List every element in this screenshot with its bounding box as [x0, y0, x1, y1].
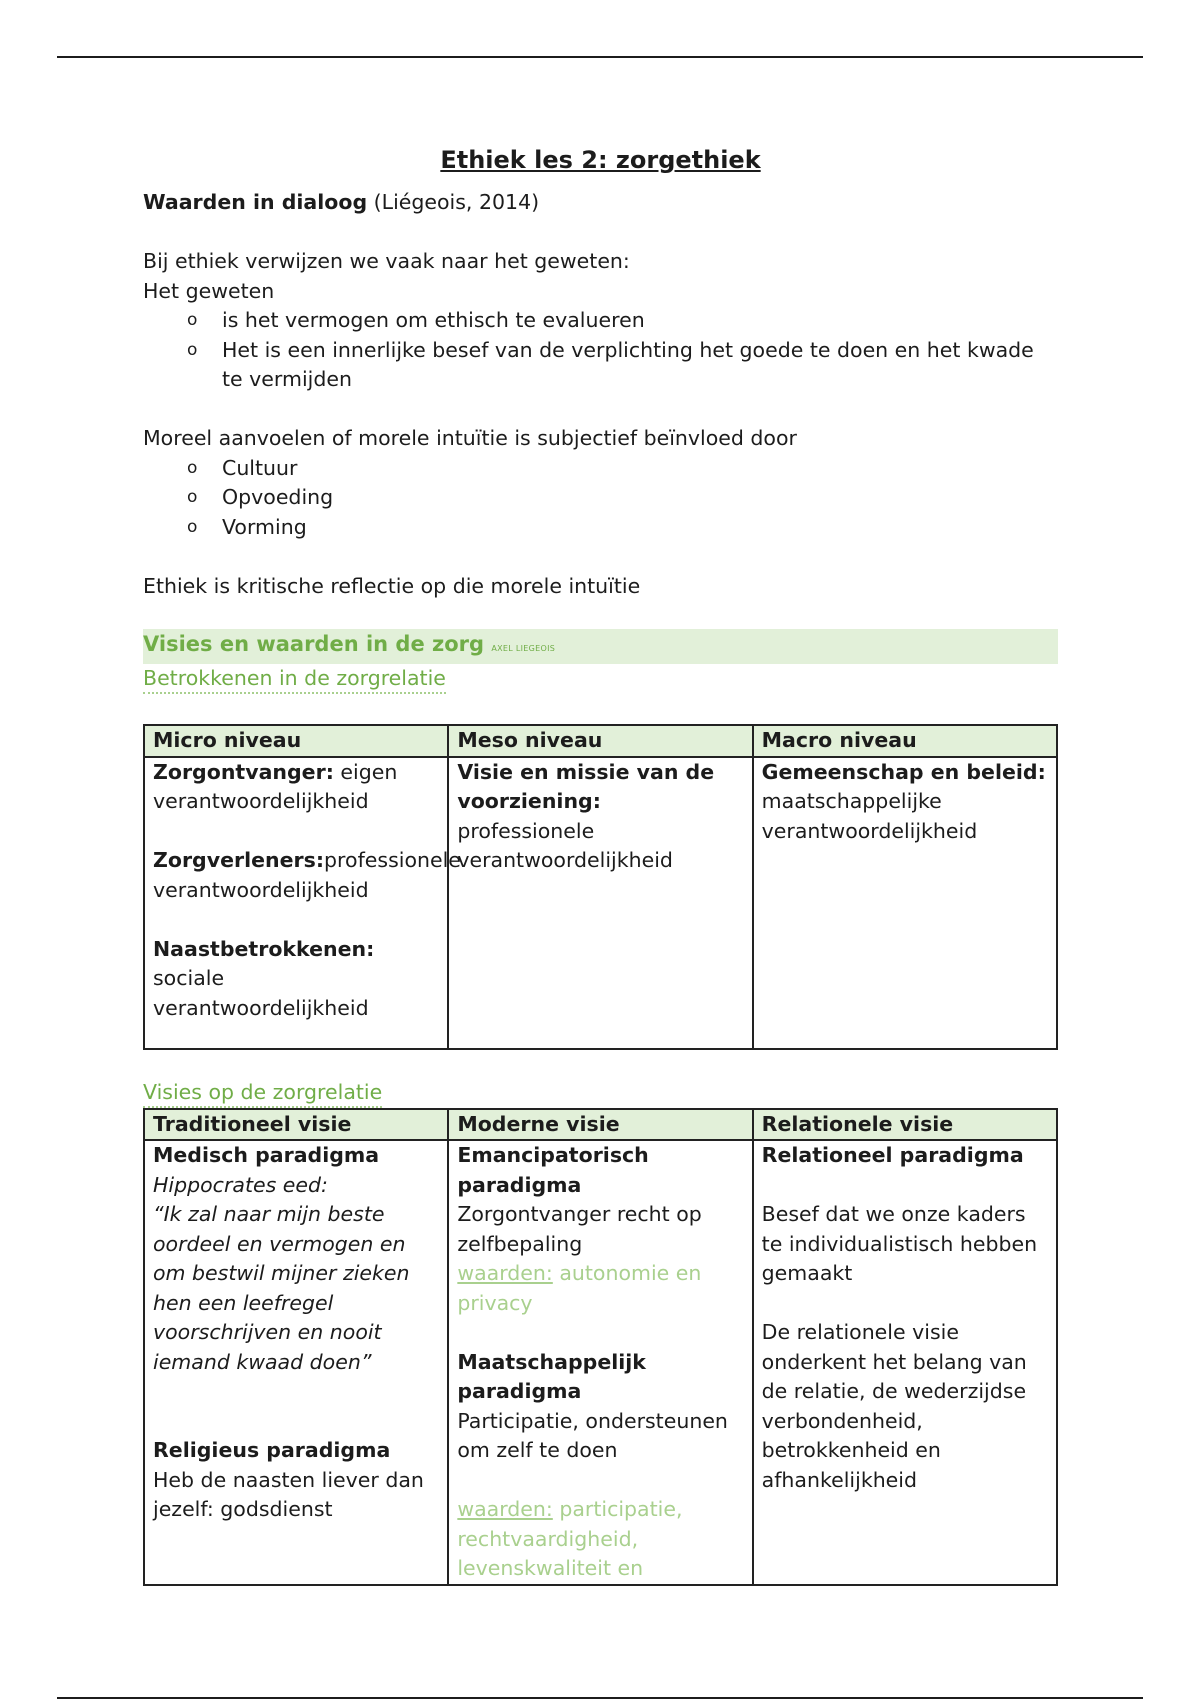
intro-bold: Waarden in dialoog [143, 190, 368, 214]
section-heading-author: AXEL LIEGEOIS [491, 644, 556, 653]
table-header: Micro niveau [144, 725, 448, 757]
cell-bold: Maatschappelijk paradigma [457, 1349, 646, 1403]
cell-bold: Gemeenschap en beleid: [761, 759, 1046, 784]
list-item: o Het is een innerlijke besef van de verplichting het goede te doen en het kwade te vermijden [177, 336, 1058, 395]
table-cell-modern [448, 1140, 752, 1585]
visions-table [143, 1108, 1058, 1586]
table-cell-micro [144, 757, 461, 1049]
cell-text: Participatie, ondersteunen om zelf te doen [457, 1408, 728, 1462]
values-text: autonomie en privacy [457, 1261, 702, 1315]
hippocrates-quote: “Ik zal naar mijn beste oordeel en vermogen en om bestwil mijner zieken hen een leefregel voorschrijven en nooit iemand kwaad doen” [153, 1202, 410, 1374]
cell-text: Heb de naasten liever dan jezelf: godsdienst [153, 1467, 424, 1521]
section-heading [143, 629, 1058, 664]
bottom-rule [57, 1697, 1143, 1699]
list-item: o Cultuur [177, 454, 1058, 484]
table-row [144, 1140, 1057, 1585]
table-header-row [144, 725, 1057, 757]
list-item: o Opvoeding [177, 483, 1058, 513]
cell-bold: Religieus paradigma [153, 1438, 391, 1462]
cell-bold: Naastbetrokkenen: [153, 936, 375, 961]
influence-list [143, 454, 1058, 543]
document-page [143, 140, 1058, 1586]
section-heading-text: Visies en waarden in de zorg [143, 632, 492, 656]
cell-bold: Zorgontvanger: [153, 759, 334, 784]
table-row [144, 757, 1057, 1049]
cell-text: Besef dat we onze kaders te individualistisch hebben gemaakt [761, 1202, 1038, 1285]
stakeholders-table [143, 724, 1058, 1050]
cell-bold: Emancipatorisch paradigma [457, 1143, 649, 1197]
table-header: Meso niveau [448, 725, 752, 757]
cell-italic: Hippocrates eed: [153, 1172, 328, 1197]
table-header: Relationele visie [753, 1109, 1057, 1141]
paragraph-conscience-intro: Bij ethiek verwijzen we vaak naar het geweten: [143, 249, 630, 273]
cell-text: Zorgontvanger recht op zelfbepaling [457, 1202, 702, 1256]
paragraph-ethics-definition: Ethiek is kritische reflectie op die morele intuïtie [143, 573, 641, 598]
values-label: waarden: [457, 1497, 553, 1521]
cell-bold: Visie en missie van de voorziening: [457, 759, 715, 813]
document-title: Ethiek les 2: zorgethiek [440, 146, 761, 174]
subheading-visions: Visies op de zorgrelatie [143, 1079, 382, 1108]
list-item: o Vorming [177, 513, 1058, 543]
values-text: participatie, rechtvaardigheid, levenskwaliteit en [457, 1497, 683, 1580]
intro-line [143, 188, 1058, 218]
cell-text: maatschappelijke verantwoordelijkheid [761, 789, 978, 843]
subheading-stakeholders: Betrokkenen in de zorgrelatie [143, 665, 446, 694]
values-label: waarden: [457, 1261, 553, 1285]
top-rule [57, 56, 1143, 58]
table-cell-traditional [144, 1140, 448, 1585]
table-cell-macro [753, 757, 1057, 1049]
table-header-row [144, 1109, 1057, 1141]
cell-text: professionele verantwoordelijkheid [153, 848, 461, 902]
paragraph-conscience: Het geweten [143, 278, 275, 303]
table-header: Moderne visie [448, 1109, 752, 1141]
cell-text: eigen verantwoordelijkheid [153, 759, 398, 813]
table-cell-meso [448, 757, 752, 1049]
intro-reference: (Liégeois, 2014) [367, 190, 540, 214]
list-item: o is het vermogen om ethisch te evalueren [177, 306, 1058, 336]
conscience-list [143, 306, 1058, 395]
cell-bold: Zorgverleners: [153, 848, 325, 872]
table-cell-relational [753, 1140, 1057, 1585]
paragraph-moral-intuition: Moreel aanvoelen of morele intuïtie is subjectief beïnvloed door [143, 426, 797, 450]
table-header: Macro niveau [753, 725, 1057, 757]
table-header: Traditioneel visie [144, 1109, 448, 1141]
cell-bold: Medisch paradigma [153, 1143, 380, 1167]
cell-text: sociale verantwoordelijkheid [153, 966, 369, 1020]
cell-text: professionele verantwoordelijkheid [457, 818, 673, 872]
cell-text: De relationele visie onderkent het belang van de relatie, de wederzijdse verbondenheid, betrokkenheid en afhankelijkheid [761, 1320, 1027, 1492]
cell-bold: Relationeel paradigma [761, 1143, 1024, 1167]
